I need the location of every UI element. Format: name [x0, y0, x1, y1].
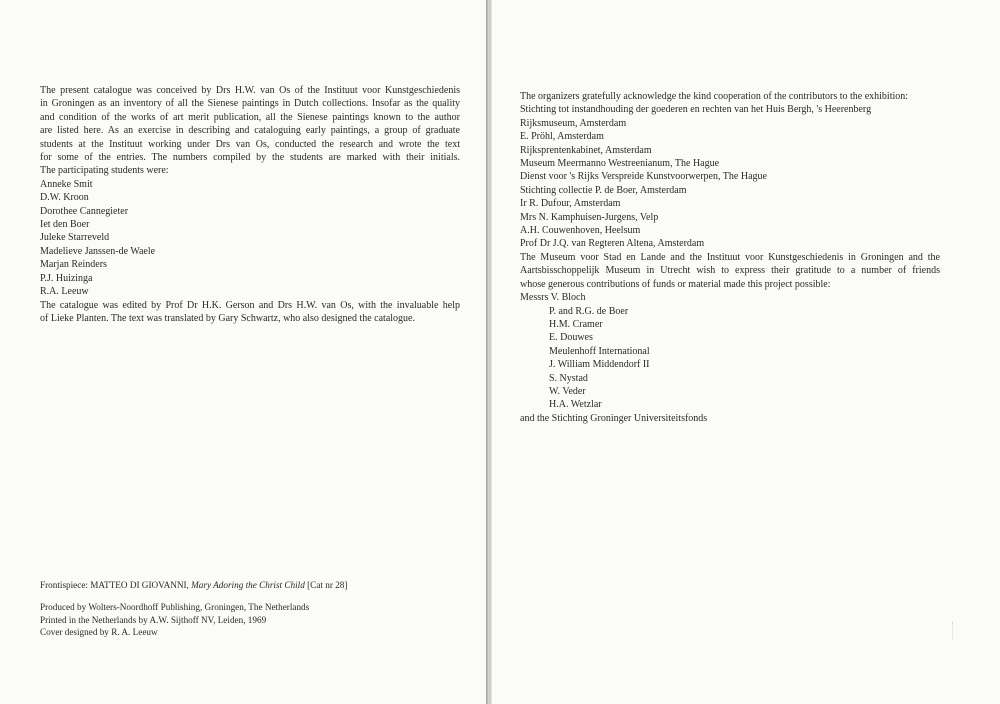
intro-line: are listed here. As an exercise in describing and cataloguing early paintings, a group of graduate — [40, 125, 460, 137]
student-name: Dorothee Cannegieter — [40, 205, 129, 217]
contributor: A.H. Couwenhoven, Heelsum — [520, 225, 641, 237]
edited-line: The catalogue was edited by Prof Dr H.K. Gerson and Drs H.W. van Os, with the invaluable help — [40, 299, 460, 311]
contributor: Stichting collectie P. de Boer, Amsterdam — [520, 184, 687, 196]
messrs-name: E. Douwes — [549, 332, 593, 344]
frontispiece-prefix: Frontispiece: MATTEO DI GIOVANNI, — [40, 580, 192, 590]
student-name: R.A. Leeuw — [40, 286, 89, 298]
messrs-name: S. Nystad — [549, 372, 588, 384]
messrs-name: P. and R.G. de Boer — [549, 305, 629, 317]
contributor: Rijksprentenkabinet, Amsterdam — [520, 144, 652, 156]
contributor: Stichting tot instandhouding der goederen en rechten van het Huis Bergh, 's Heerenberg — [520, 104, 872, 116]
student-name: Juleke Starreveld — [40, 232, 110, 244]
messrs-first: Messrs V. Bloch — [520, 292, 586, 304]
colophon-line: Cover designed by R. A. Leeuw — [40, 626, 158, 637]
students-heading: The participating students were: — [40, 165, 169, 177]
messrs-name: H.M. Cramer — [549, 318, 603, 330]
contributor: Ir R. Dufour, Amsterdam — [520, 198, 621, 210]
contributor: Rijksmuseum, Amsterdam — [520, 117, 627, 129]
intro-line: in Groningen as an inventory of all the Sienese paintings in Dutch collections. Insofar as the quality — [40, 98, 460, 110]
contributor: Prof Dr J.Q. van Regteren Altena, Amsterdam — [520, 238, 705, 250]
colophon-line: Printed in the Netherlands by A.W. Sijthoff NV, Leiden, 1969 — [40, 614, 267, 625]
museum-line: Aartsbisschoppelijk Museum in Utrecht wish to express their gratitude to a number of friends — [520, 265, 940, 277]
colophon-line: Produced by Wolters-Noordhoff Publishing, Groningen, The Netherlands — [40, 602, 310, 613]
student-name: Anneke Smit — [40, 178, 93, 190]
frontispiece-credit — [40, 579, 460, 591]
intro-line: The present catalogue was conceived by Drs H.W. van Os of the Instituut voor Kunstgeschiedenis — [40, 85, 460, 96]
catalogue-introduction — [40, 84, 460, 325]
intro-line: for some of the entries. The numbers compiled by the students are marked with their initials. — [40, 152, 460, 164]
frontispiece-title: Mary Adoring the Christ Child — [191, 580, 305, 590]
colophon — [40, 579, 460, 638]
contributor: Dienst voor 's Rijks Verspreide Kunstvoorwerpen, The Hague — [520, 171, 767, 183]
closing-line: and the Stichting Groninger Universiteitsfonds — [520, 412, 708, 424]
messrs-name: H.A. Wetzlar — [549, 399, 602, 411]
intro-line: students at the Instituut working under Drs van Os, conducted the research and wrote the text — [40, 138, 460, 150]
edited-line: of Lieke Planten. The text was translated by Gary Schwartz, who also designed the catalogue. — [40, 312, 415, 324]
intro-line: and condition of the works of art merit publication, all the Sienese paintings known to the author — [40, 111, 460, 123]
page-smudge — [952, 622, 961, 640]
messrs-name: W. Veder — [549, 385, 586, 397]
acknowledgements — [520, 90, 940, 425]
museum-line: whose generous contributions of funds or material made this project possible: — [520, 278, 831, 290]
contributor: Mrs N. Kamphuisen-Jurgens, Velp — [520, 211, 659, 223]
messrs-name: J. William Middendorf II — [549, 359, 650, 371]
ack-intro: The organizers gratefully acknowledge the kind cooperation of the contributors to the exhibition: — [520, 91, 909, 102]
student-name: Madelieve Janssen-de Waele — [40, 245, 156, 257]
student-name: Iet den Boer — [40, 219, 90, 231]
student-name: P.J. Huizinga — [40, 272, 93, 284]
student-name: D.W. Kroon — [40, 192, 89, 204]
messrs-name: Meulenhoff International — [549, 345, 650, 357]
museum-line: The Museum voor Stad en Lande and the Instituut voor Kunstgeschiedenis in Groningen and the — [520, 251, 940, 263]
contributor: E. Pröhl, Amsterdam — [520, 131, 604, 143]
student-name: Marjan Reinders — [40, 259, 107, 271]
frontispiece-suffix: [Cat nr 28] — [304, 580, 348, 590]
contributor: Museum Meermanno Westreenianum, The Hague — [520, 158, 720, 170]
